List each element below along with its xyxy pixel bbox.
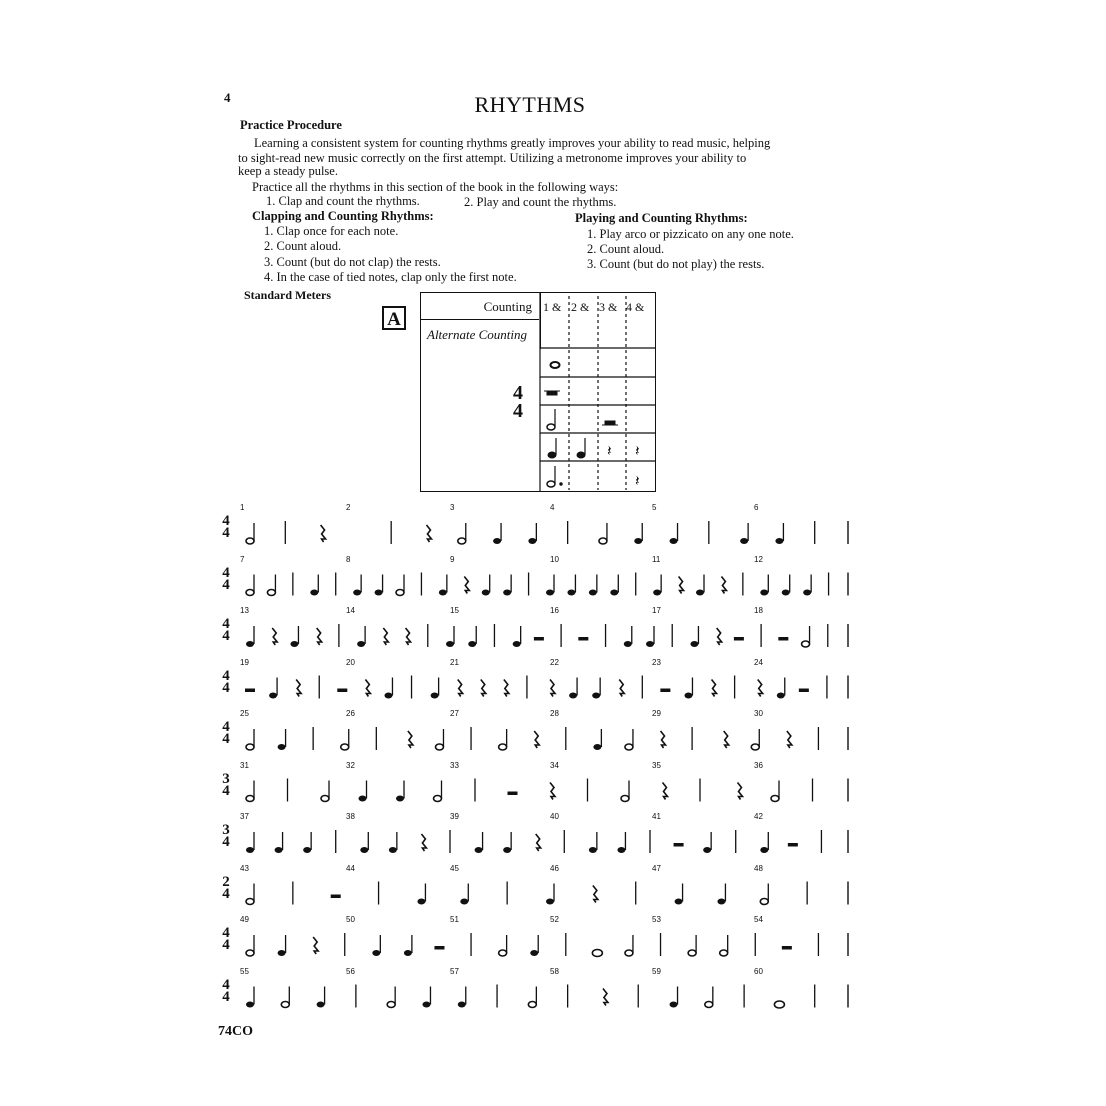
ts-bottom: 4	[222, 782, 230, 799]
exercise-number: 48	[754, 863, 763, 873]
playing-item-1: 1. Play arco or pizzicato on any one note.	[587, 227, 794, 241]
exercise-number: 51	[450, 915, 459, 924]
clapping-item-3: 3. Count (but do not clap) the rests.	[264, 255, 441, 269]
practice-way-1: 1. Clap and count the rhythms.	[266, 194, 420, 208]
exercise-number: 39	[450, 812, 459, 821]
ts-bottom: 4	[222, 885, 230, 902]
exercise-number: 10	[550, 554, 559, 564]
ts-bottom: 4	[222, 731, 230, 747]
ts-bottom: 4	[222, 937, 230, 953]
playing-heading: Playing and Counting Rhythms:	[575, 211, 748, 225]
exercise-number: 35	[652, 760, 661, 770]
alternate-counting-label: Alternate Counting	[427, 327, 528, 342]
exercise-number: 32	[346, 760, 355, 770]
exercise-number: 28	[550, 709, 559, 718]
beat-4-label: 4 &	[626, 300, 645, 314]
ts-bottom: 4	[222, 576, 230, 593]
ts-bottom: 4	[222, 525, 230, 541]
exercise-number: 42	[754, 812, 763, 821]
practice-ways-intro: Practice all the rhythms in this section of the book in the following ways:	[252, 180, 619, 194]
ts-top: 4	[222, 564, 230, 581]
exercise-number: 31	[240, 760, 249, 770]
practice-para-line-3: keep a steady pulse.	[238, 164, 338, 178]
exercise-number: 9	[450, 554, 455, 564]
playing-item-2: 2. Count aloud.	[587, 242, 665, 256]
beat-2-label: 2 &	[571, 300, 590, 314]
clapping-item-2: 2. Count aloud.	[264, 239, 342, 253]
exercise-number: 44	[346, 863, 355, 873]
beat-3-label: 3 &	[599, 300, 618, 314]
ts-top: 4	[222, 513, 230, 529]
exercise-number: 5	[652, 503, 657, 512]
exercise-number: 3	[450, 503, 455, 512]
exercise-number: 17	[652, 606, 661, 615]
practice-para-line-2: to sight-read new music correctly on the first attempt. Utilizing a metronome improves your ability to	[238, 151, 747, 165]
exercise-number: 23	[652, 657, 661, 667]
ts-top: 2	[222, 873, 230, 890]
page-title: RHYTHMS	[474, 92, 586, 117]
exercise-number: 18	[754, 606, 763, 615]
practice-para-line-1: Learning a consistent system for counting rhythms greatly improves your ability to read music, helping	[254, 136, 771, 150]
exercise-number: 49	[240, 915, 249, 924]
exercise-number: 8	[346, 554, 351, 564]
svg-text:𝄽: 𝄽	[635, 444, 640, 460]
exercise-number: 58	[550, 966, 559, 976]
svg-text:𝄽: 𝄽	[607, 444, 612, 460]
exercise-number: 25	[240, 709, 249, 718]
playing-item-3: 3. Count (but do not play) the rests.	[587, 257, 765, 271]
exercise-number: 47	[652, 863, 661, 873]
exercise-number: 59	[652, 966, 661, 976]
svg-text:𝄽: 𝄽	[635, 474, 640, 490]
table-ts-top: 4	[513, 382, 523, 404]
ts-bottom: 4	[222, 679, 230, 696]
ts-bottom: 4	[222, 988, 230, 1005]
exercise-number: 13	[240, 606, 249, 615]
exercise-number: 30	[754, 709, 763, 718]
table-ts-bottom: 4	[513, 400, 523, 422]
exercise-number: 40	[550, 812, 559, 821]
exercise-number: 6	[754, 503, 759, 512]
ts-top: 4	[222, 667, 230, 684]
exercise-number: 46	[550, 863, 559, 873]
ts-bottom: 4	[222, 834, 230, 850]
exercise-number: 50	[346, 915, 355, 924]
ts-top: 3	[222, 770, 230, 787]
ts-bottom: 4	[222, 628, 230, 644]
exercise-number: 29	[652, 709, 661, 718]
exercise-number: 43	[240, 863, 249, 873]
footer-code: 74CO	[218, 1024, 253, 1039]
exercise-number: 53	[652, 915, 661, 924]
clapping-item-4: 4. In the case of tied notes, clap only the first note.	[264, 270, 517, 284]
clapping-item-1: 1. Clap once for each note.	[264, 224, 399, 238]
exercise-number: 38	[346, 812, 355, 821]
exercise-number: 54	[754, 915, 763, 924]
exercise-number: 55	[240, 966, 249, 976]
exercise-number: 4	[550, 503, 555, 512]
exercise-number: 57	[450, 966, 459, 976]
exercise-number: 34	[550, 760, 559, 770]
exercise-number: 56	[346, 966, 355, 976]
ts-top: 4	[222, 976, 230, 993]
exercise-number: 2	[346, 503, 351, 512]
practice-way-2: 2. Play and count the rhythms.	[464, 195, 617, 209]
exercise-number: 7	[240, 554, 245, 564]
ts-top: 4	[222, 719, 230, 735]
exercise-number: 1	[240, 503, 245, 512]
exercise-number: 15	[450, 606, 459, 615]
exercise-number: 33	[450, 760, 459, 770]
exercise-number: 21	[450, 657, 459, 667]
exercise-number: 60	[754, 966, 763, 976]
section-box-letter: A	[382, 306, 406, 330]
exercise-number: 16	[550, 606, 559, 615]
ts-top: 4	[222, 616, 230, 632]
standard-meters-heading: Standard Meters	[244, 288, 331, 302]
exercise-number: 24	[754, 657, 763, 667]
ts-top: 3	[222, 822, 230, 838]
exercise-number: 52	[550, 915, 559, 924]
exercise-number: 14	[346, 606, 355, 615]
exercise-number: 27	[450, 709, 459, 718]
exercise-number: 12	[754, 554, 763, 564]
exercise-number: 11	[652, 554, 661, 564]
exercise-number: 45	[450, 863, 459, 873]
exercise-number: 22	[550, 657, 559, 667]
page-number: 4	[224, 90, 231, 105]
exercise-number: 19	[240, 657, 249, 667]
clapping-heading: Clapping and Counting Rhythms:	[252, 209, 434, 223]
ts-top: 4	[222, 925, 230, 941]
exercise-number: 36	[754, 760, 763, 770]
exercise-number: 41	[652, 812, 661, 821]
exercise-number: 26	[346, 709, 355, 718]
exercise-number: 20	[346, 657, 355, 667]
exercise-number: 37	[240, 812, 249, 821]
practice-heading: Practice Procedure	[240, 118, 342, 132]
counting-label: Counting	[483, 299, 532, 314]
beat-1-label: 1 &	[543, 300, 562, 314]
